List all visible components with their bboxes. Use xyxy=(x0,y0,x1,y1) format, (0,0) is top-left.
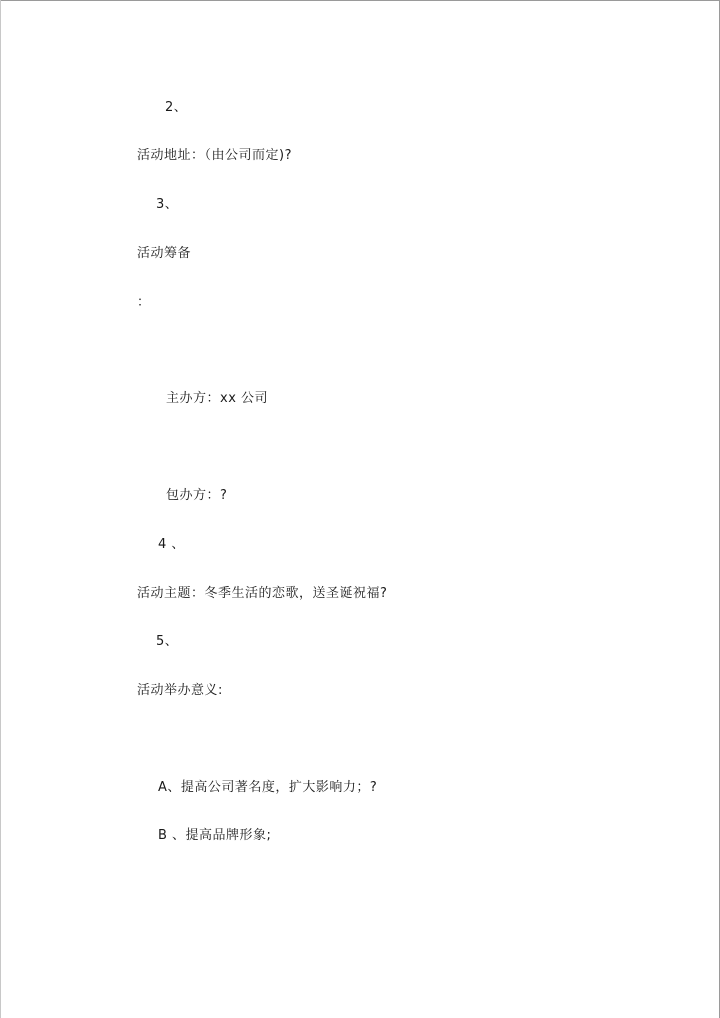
preparation-colon: ： xyxy=(137,295,151,310)
significance-item-b: B 、提高品牌形象; xyxy=(158,828,272,843)
page-border-left xyxy=(0,0,1,1018)
section-number-3: 3、 xyxy=(156,197,179,212)
organizer: 主办方：xx 公司 xyxy=(166,391,269,406)
contractor: 包办方：? xyxy=(166,488,228,503)
section-number-4: 4 、 xyxy=(158,537,185,552)
activity-significance-heading: 活动举办意义: xyxy=(137,683,223,698)
section-number-2: 2、 xyxy=(165,100,188,115)
section-number-5: 5、 xyxy=(156,634,179,649)
activity-preparation-heading: 活动筹备 xyxy=(137,246,192,261)
significance-item-a: A、提高公司著名度，扩大影响力；? xyxy=(158,780,378,795)
activity-theme: 活动主题：冬季生活的恋歌，送圣诞祝福? xyxy=(137,586,388,601)
activity-location: 活动地址：（由公司而定)? xyxy=(137,148,292,163)
page-border-top xyxy=(0,0,720,1)
